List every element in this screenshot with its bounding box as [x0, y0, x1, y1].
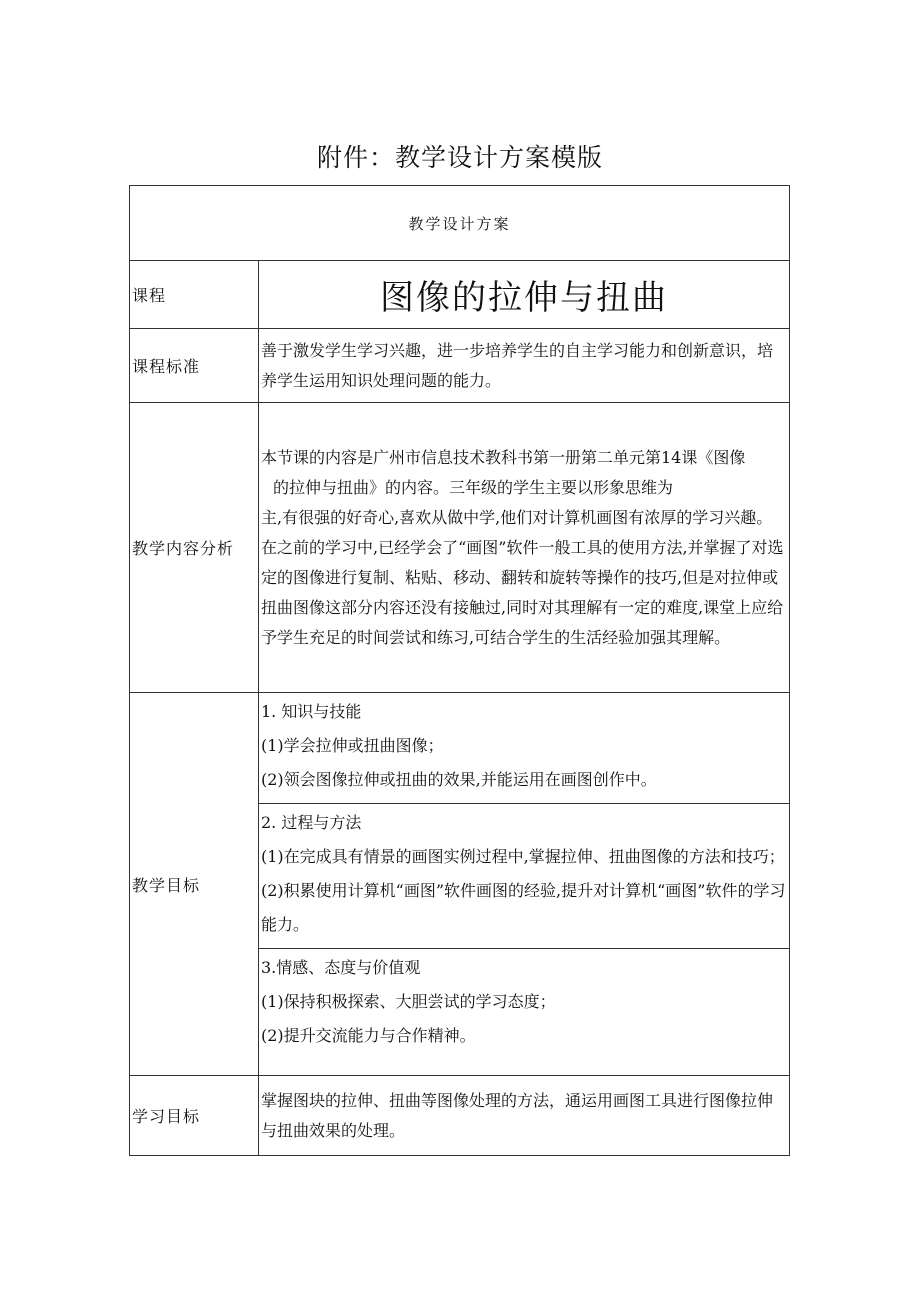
- content-analysis-cell: [259, 403, 790, 693]
- document-title: 附件：教学设计方案模版: [316, 143, 603, 172]
- table-header: 教学设计方案: [130, 186, 790, 261]
- objective-item: (1)保持积极探索、大胆尝试的学习态度；: [261, 992, 556, 1011]
- objective-section-process: [259, 804, 789, 949]
- teaching-plan-table: [129, 185, 790, 1156]
- standard-row: [130, 329, 790, 403]
- objective-item: (2)提升交流能力与合作精神。: [261, 1026, 476, 1045]
- objective-item: (1)学会拉伸或扭曲图像；: [261, 736, 444, 755]
- standard-label: 课程标准: [130, 329, 259, 403]
- content-analysis-line1: 本节课的内容是广州市信息技术教科书第一册第二单元第14课《图像: [261, 447, 746, 467]
- objectives-label: 教学目标: [130, 693, 259, 1076]
- objective-heading: 1. 知识与技能: [261, 702, 362, 721]
- objective-item: (2)领会图像拉伸或扭曲的效果,并能运用在画图创作中。: [261, 770, 657, 789]
- course-row: [130, 261, 790, 329]
- objective-item: (1)在完成具有情景的画图实例过程中,掌握拉伸、扭曲图像的方法和技巧；: [261, 847, 785, 866]
- objectives-row: [130, 693, 790, 1076]
- learning-goal-label: 学习目标: [130, 1076, 259, 1156]
- content-analysis-text: 主,有很强的好奇心,喜欢从做中学,他们对计算机画图有浓厚的学习兴趣。在之前的学习中,已经学会了“画图”软件一般工具的使用方法,并掌握了对选定的图像进行复制、粘贴、移动、翻转和旋转等操作的技巧,但是对拉伸或扭曲图像这部分内容还没有接触过,同时对其理解有一定的难度,课堂上应给予学生充足的时间尝试和练习,可结合学生的生活经验加强其理解。: [261, 507, 784, 647]
- learning-goal-text: 掌握图块的拉伸、扭曲等图像处理的方法，通运用画图工具进行图像拉伸与扭曲效果的处理。: [259, 1076, 790, 1156]
- objective-heading: 3.情感、态度与价值观: [261, 958, 421, 977]
- objective-heading: 2. 过程与方法: [261, 813, 362, 832]
- learning-goal-row: [130, 1076, 790, 1156]
- content-analysis-line2: 的拉伸与扭曲》的内容。三年级的学生主要以形象思维为: [273, 477, 674, 497]
- content-analysis-row: [130, 403, 790, 693]
- standard-text: 善于激发学生学习兴趣，进一步培养学生的自主学习能力和创新意识，培养学生运用知识处理问题的能力。: [259, 329, 790, 403]
- objectives-cell: [259, 693, 790, 1076]
- content-analysis-label: 教学内容分析: [130, 403, 259, 693]
- table-header-row: [130, 186, 790, 261]
- objective-item: (2)积累使用计算机“画图”软件画图的经验,提升对计算机“画图”软件的学习能力。: [261, 881, 786, 934]
- objective-section-emotion: [259, 949, 789, 1059]
- course-title: 图像的拉伸与扭曲: [259, 261, 790, 329]
- course-label: 课程: [130, 261, 259, 329]
- objective-section-knowledge: [259, 693, 789, 804]
